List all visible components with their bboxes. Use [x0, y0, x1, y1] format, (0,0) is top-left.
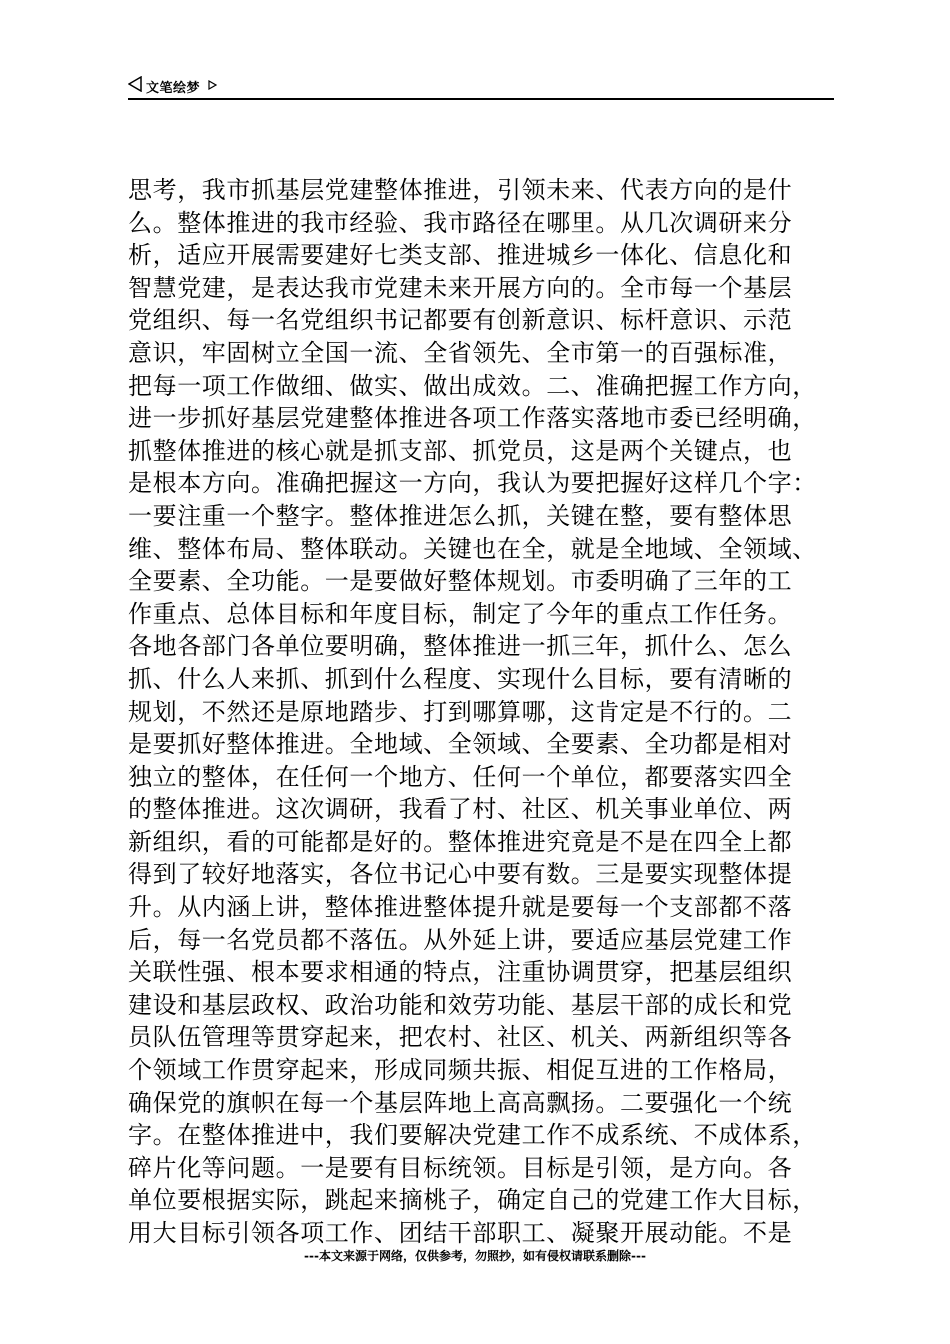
triangle-left-icon — [128, 76, 142, 96]
text-line: 新组织，看的可能都是好的。整体推进究竟是不是在四全上都 — [128, 827, 793, 856]
text-line: 独立的整体，在任何一个地方、任何一个单位，都要落实四全 — [128, 762, 793, 791]
text-line: 一要注重一个整字。整体推进怎么抓，关键在整，要有整体思 — [128, 501, 793, 530]
text-line: 用大目标引领各项工作、团结干部职工、凝聚开展动能。不是 — [128, 1219, 793, 1247]
document-body — [128, 174, 838, 1250]
page-footer: ---本文来源于网络，仅供参考，勿照抄，如有侵权请联系删除--- — [304, 1249, 646, 1263]
text-line: 意识，牢固树立全国一流、全省领先、全市第一的百强标准， — [128, 338, 793, 367]
text-line: 抓、什么人来抓、抓到什么程度、实现什么目标，要有清晰的 — [128, 664, 793, 693]
header-brand: 文笔绘梦 — [146, 80, 201, 96]
text-line: 党组织、每一名党组织书记都要有创新意识、标杆意识、示范 — [128, 306, 793, 335]
text-line: 维、整体布局、整体联动。关键也在全，就是全地域、全领域、 — [128, 534, 817, 563]
text-line: 全要素、全功能。一是要做好整体规划。市委明确了三年的工 — [128, 567, 793, 596]
text-line: 是根本方向。准确把握这一方向，我认为要把握好这样几个字： — [128, 469, 817, 498]
text-line: 是要抓好整体推进。全地域、全领域、全要素、全功都是相对 — [128, 730, 793, 759]
text-line: 个领域工作贯穿起来，形成同频共振、相促互进的工作格局， — [128, 1056, 793, 1085]
text-line: 字。在整体推进中，我们要解决党建工作不成系统、不成体系， — [128, 1121, 817, 1150]
text-line: 析，适应开展需要建好七类支部、推进城乡一体化、信息化和 — [128, 241, 793, 270]
text-line: 得到了较好地落实，各位书记心中要有数。三是要实现整体提 — [128, 860, 793, 889]
text-line: 智慧党建，是表达我市党建未来开展方向的。全市每一个基层 — [128, 273, 793, 302]
text-line: 规划，不然还是原地踏步、打到哪算哪，这肯定是不行的。二 — [128, 697, 793, 726]
text-line: 的整体推进。这次调研，我看了村、社区、机关事业单位、两 — [128, 795, 793, 824]
text-line: 抓整体推进的核心就是抓支部、抓党员，这是两个关键点，也 — [128, 436, 793, 465]
text-line: 员队伍管理等贯穿起来，把农村、社区、机关、两新组织等各 — [128, 1023, 793, 1052]
text-line: 碎片化等问题。一是要有目标统领。目标是引领，是方向。各 — [128, 1153, 793, 1182]
text-line: 后，每一名党员都不落伍。从外延上讲，要适应基层党建工作 — [128, 925, 793, 954]
triangle-right-icon — [208, 79, 217, 94]
text-line: 建设和基层政权、政治功能和效劳功能、基层干部的成长和党 — [128, 990, 793, 1019]
text-line: 思考，我市抓基层党建整体推进，引领未来、代表方向的是什 — [128, 176, 793, 204]
header-brand-group — [128, 76, 217, 96]
text-line: 把每一项工作做细、做实、做出成效。二、准确把握工作方向， — [128, 371, 817, 400]
text-line: 进一步抓好基层党建整体推进各项工作落实落地市委已经明确， — [128, 404, 817, 433]
text-line: 作重点、总体目标和年度目标，制定了今年的重点工作任务。 — [128, 599, 793, 628]
text-line: 升。从内涵上讲，整体推进整体提升就是要每一个支部都不落 — [128, 893, 793, 922]
text-line: 各地各部门各单位要明确，整体推进一抓三年，抓什么、怎么 — [128, 632, 793, 661]
text-line: 单位要根据实际，跳起来摘桃子，确定自己的党建工作大目标， — [128, 1186, 817, 1215]
text-line: 么。整体推进的我市经验、我市路径在哪里。从几次调研来分 — [128, 208, 793, 237]
page-header — [128, 74, 834, 100]
text-line: 关联性强、根本要求相通的特点，注重协调贯穿，把基层组织 — [128, 958, 793, 987]
text-line: 确保党的旗帜在每一个基层阵地上高高飘扬。二要强化一个统 — [128, 1088, 793, 1117]
